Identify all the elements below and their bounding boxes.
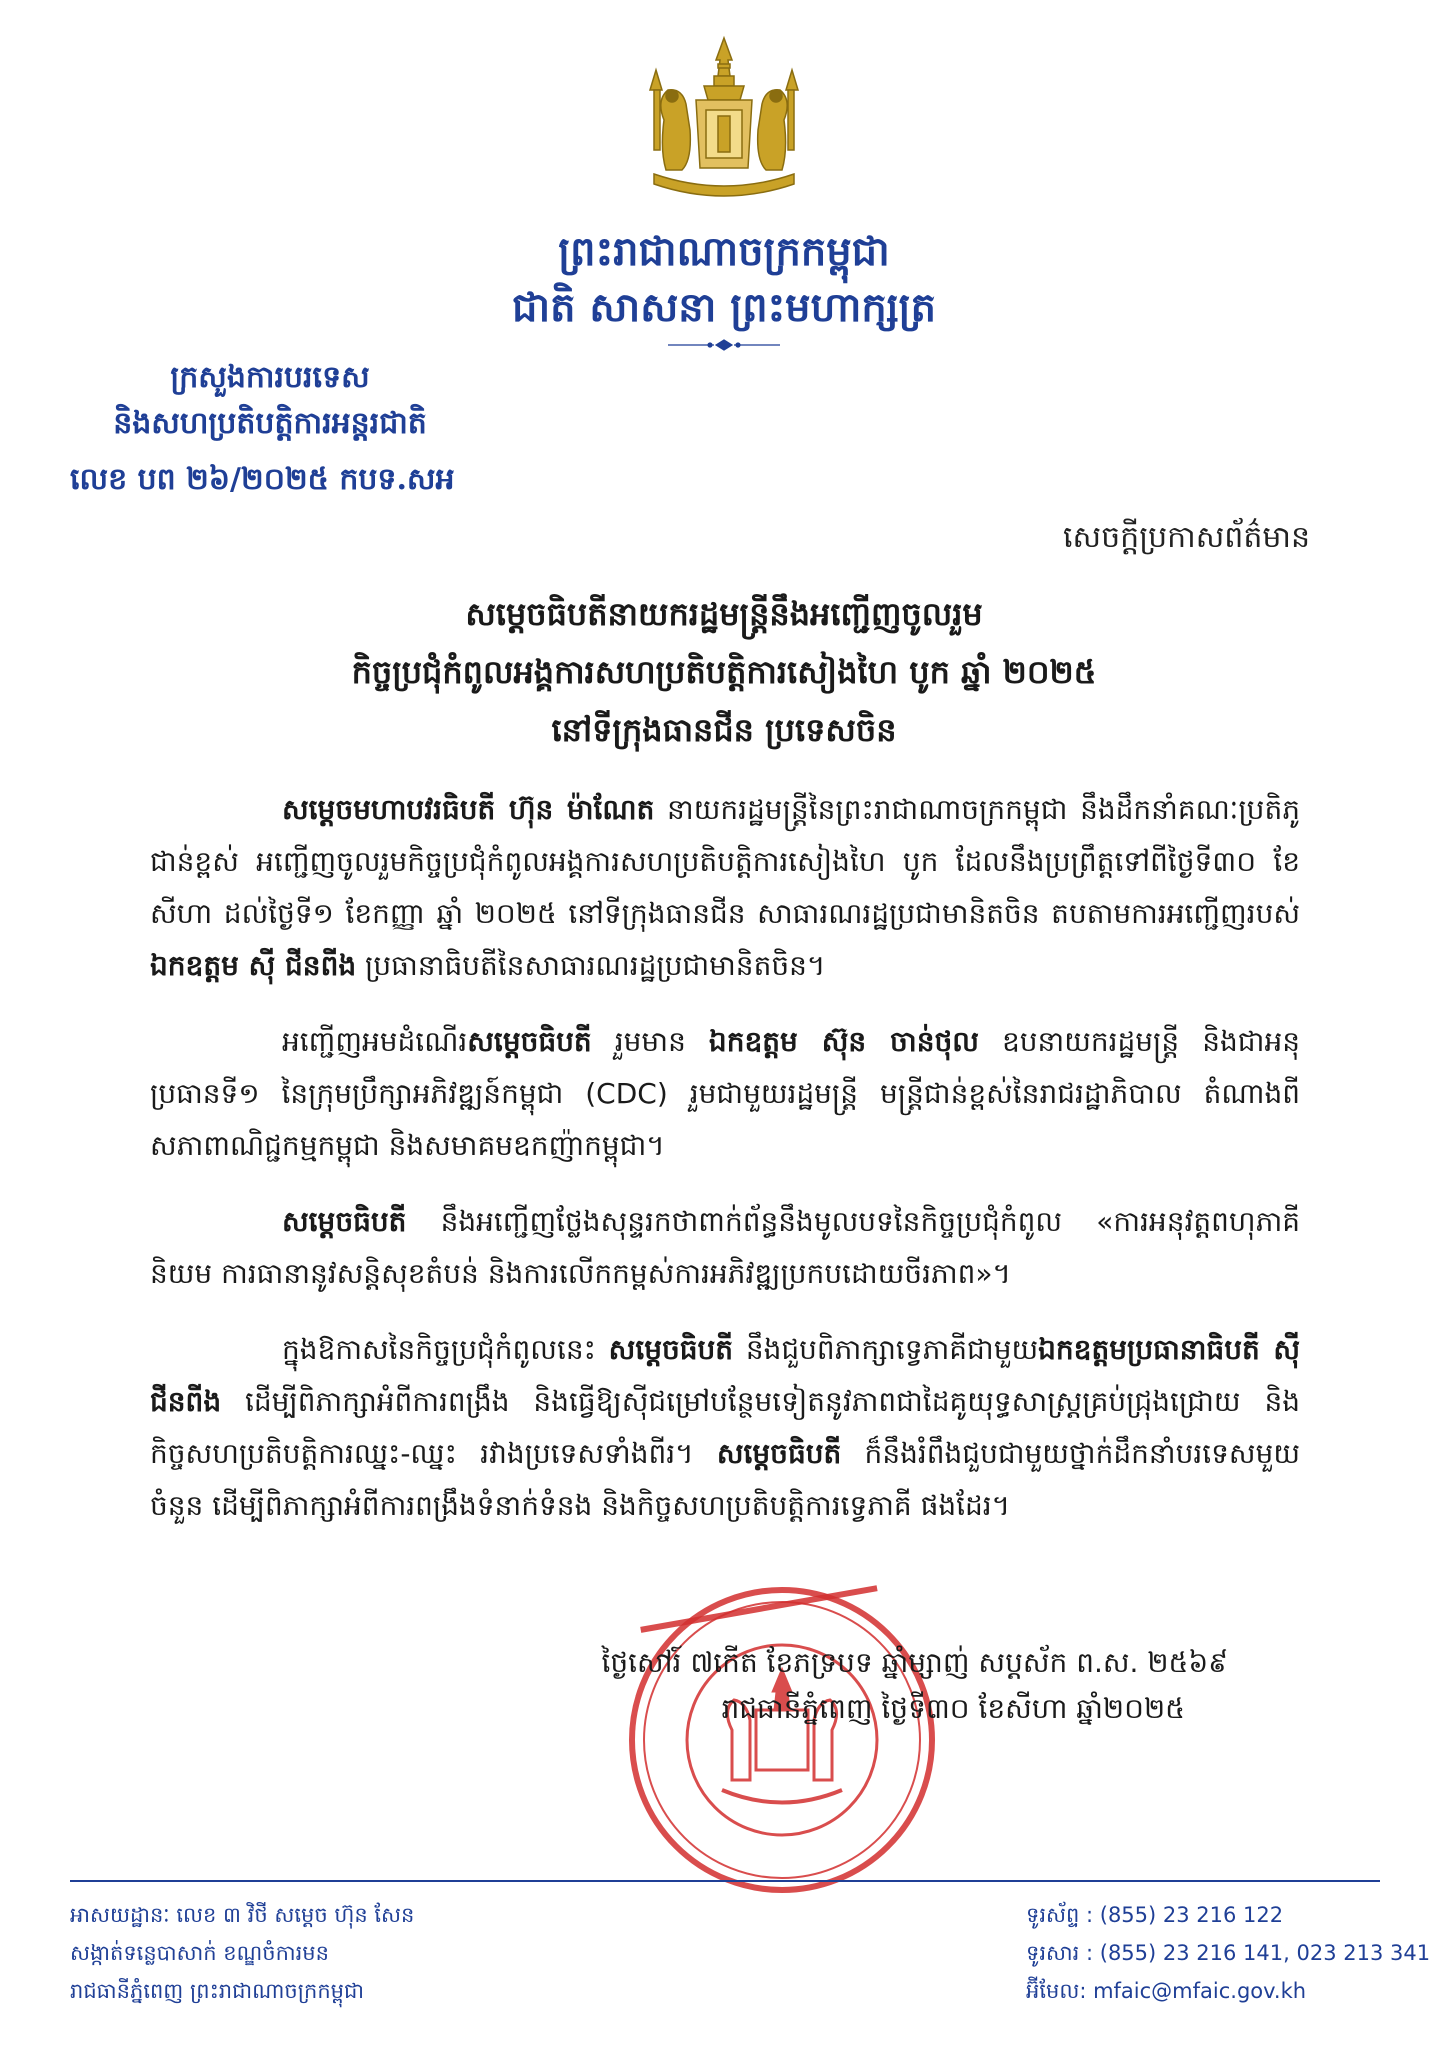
lunar-date: ថ្ងៃសៅរ៍ ៧កើត ខែភទ្របទ ឆ្នាំម្សាញ់ សប្តស័ក ព.ស. ២៥៦៩	[601, 1646, 1228, 1679]
royal-emblem-icon	[634, 30, 814, 210]
footer-divider	[70, 1880, 1380, 1882]
fax-number: ទូរសារ : (855) 23 216 141, 023 213 341	[1026, 1941, 1431, 1965]
address-line2: សង្កាត់ទន្លេបាសាក់ ខណ្ឌចំការមន	[70, 1941, 329, 1965]
ministry-name-line2: និងសហប្រតិបត្តិការអន្តរជាតិ	[113, 406, 427, 441]
ornament-divider	[664, 338, 784, 352]
ministry-name-line1: ក្រសួងការបរទេស	[170, 360, 370, 395]
body-text: ក៏នឹងរំពឹងជួបជាមួយថ្នាក់ដឹកនាំបរទេសមួយចំនួន ដើម្បីពិភាក្សាអំពីការពង្រឹងទំនាក់ទំនង និងកិច្ចសហប្រតិបត្តិការទ្វេភាគី ផងដែរ។	[150, 1437, 1300, 1522]
paragraph-3	[150, 1196, 1300, 1300]
body-text: ដើម្បីពិភាក្សាអំពីការពង្រឹង និងធ្វើឱ្យស៊ីជម្រៅបន្ថែមទៀតនូវភាពជាដៃគូយុទ្ធសាស្ត្រគ្រប់ជ្រុងជ្រោយ និងកិច្ចសហប្រតិបត្តិការឈ្នះ-ឈ្នះ រវាងប្រទេសទាំងពីរ។	[150, 1385, 1300, 1470]
signature-dates	[601, 1640, 1228, 1732]
emphasis-text: ឯកឧត្តម ស៊ី ជីនពីង	[150, 949, 357, 982]
emphasis-text: សម្តេចធិបតី	[716, 1437, 842, 1470]
address-line3: រាជធានីភ្នំពេញ ព្រះរាជាណាចក្រកម្ពុជា	[70, 1979, 364, 2003]
headline-line3: នៅទីក្រុងធានជីន ប្រទេសចិន	[551, 711, 897, 749]
headline-line1: សម្តេចធិបតីនាយករដ្ឋមន្ត្រីនឹងអញ្ជើញចូលរួម	[465, 595, 983, 633]
paragraph-4	[150, 1324, 1300, 1532]
paragraph-2	[150, 1016, 1300, 1172]
ministry-seal-icon	[622, 1580, 942, 1900]
emphasis-text: សម្តេចមហាបវរធិបតី ហ៊ុន ម៉ាណែត	[282, 793, 655, 826]
phone-number: ទូរស័ព្ទ : (855) 23 216 122	[1026, 1903, 1284, 1927]
paragraph-1	[150, 784, 1300, 992]
press-body	[150, 784, 1300, 1556]
address-line1: អាសយដ្ឋានៈ លេខ ៣ វិថី សម្តេច ហ៊ុន សែន	[70, 1903, 415, 1927]
reference-number: លេខ បព ២៦/២០២៥ កបទ.សអ	[70, 462, 455, 497]
body-text: រួមមាន	[591, 1025, 709, 1058]
body-text: នឹងជួបពិភាក្សាទ្វេភាគីជាមួយ	[733, 1333, 1039, 1366]
footer-contact	[1026, 1896, 1430, 2010]
kingdom-motto: ជាតិ សាសនា ព្រះមហាក្សត្រ	[512, 284, 936, 331]
kingdom-title: ព្រះរាជាណាចក្រកម្ពុជា	[558, 228, 890, 275]
emphasis-text: សម្តេចធិបតី	[282, 1205, 407, 1238]
body-text: ឧបនាយករដ្ឋមន្ត្រី និងជាអនុប្រធានទី១ នៃក្រុមប្រឹក្សាអភិវឌ្ឍន៍កម្ពុជា (CDC) រួមជាមួយរដ្ឋមន្ត្រី មន្ត្រីជាន់ខ្ពស់នៃរាជរដ្ឋាភិបាល តំណាងពីសភាពាណិជ្ជកម្មកម្ពុជា និងសមាគមឧកញ៉ាកម្ពុជា។	[150, 1025, 1300, 1162]
emphasis-text: ឯកឧត្តមប្រធានាធិបតី ស៊ី ជីនពីង	[150, 1333, 1300, 1418]
solar-date: រាជធានីភ្នំពេញ ថ្ងៃទី៣០ ខែសីហា ឆ្នាំ២០២៥	[721, 1692, 1185, 1725]
headline-line2: កិច្ចប្រជុំកំពូលអង្គការសហប្រតិបត្តិការសៀងហៃ បូក ឆ្នាំ ២០២៥	[351, 653, 1097, 691]
footer-address	[70, 1896, 414, 2010]
emphasis-text: សម្តេចធិបតី	[608, 1333, 734, 1366]
emphasis-text: សម្តេចធិបតី	[467, 1025, 592, 1058]
document-type: សេចក្តីប្រកាសព័ត៌មាន	[1063, 520, 1310, 555]
body-text: ក្នុងឱកាសនៃកិច្ចប្រជុំកំពូលនេះ	[282, 1333, 609, 1366]
body-text: នាយករដ្ឋមន្ត្រីនៃព្រះរាជាណាចក្រកម្ពុជា នឹងដឹកនាំគណៈប្រតិភូជាន់ខ្ពស់ អញ្ជើញចូលរួមកិច្ចប្រជុំកំពូលអង្គការសហប្រតិបត្តិការសៀងហៃ បូក ដែលនឹងប្រព្រឹត្តទៅពីថ្ងៃទី៣០ ខែសីហា ដល់ថ្ងៃទី១ ខែកញ្ញា ឆ្នាំ ២០២៥ នៅទីក្រុងធានជីន សាធារណរដ្ឋប្រជាមានិតចិន តបតាមការអញ្ជើញរបស់	[150, 793, 1300, 930]
body-text: អញ្ជើញអមដំណើរ	[282, 1025, 468, 1058]
email-address[interactable]: អ៊ីមែល: mfaic@mfaic.gov.kh	[1026, 1979, 1307, 2003]
body-text: នឹងអញ្ជើញថ្លែងសុន្ទរកថាពាក់ព័ន្ធនឹងមូលបទនៃកិច្ចប្រជុំកំពូល «ការអនុវត្តពហុភាគីនិយម ការធានានូវសន្តិសុខតំបន់ និងការលើកកម្ពស់ការអភិវឌ្ឍប្រកបដោយចីរភាព»។	[150, 1205, 1300, 1290]
body-text: ប្រធានាធិបតីនៃសាធារណរដ្ឋប្រជាមានិតចិន។	[356, 949, 826, 982]
emphasis-text: ឯកឧត្តម ស៊ុន ចាន់ថុល	[708, 1025, 979, 1058]
